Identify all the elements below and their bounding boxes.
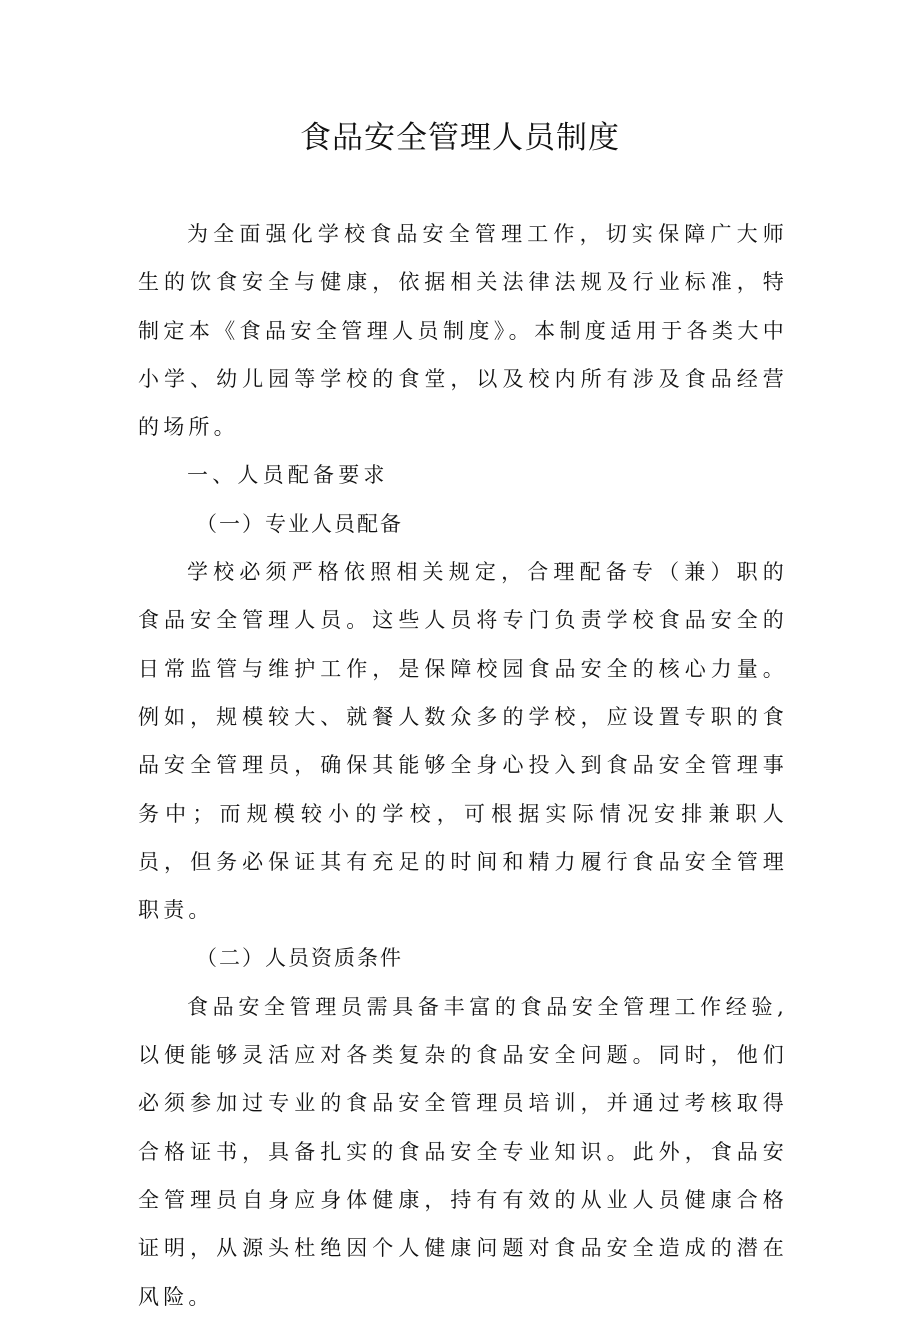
professional-staffing-paragraph: 学校必须严格依照相关规定，合理配备专（兼）职的食品安全管理人员。这些人员将专门负责学校食品安全的日常监管与维护工作，是保障校园食品安全的核心力量。例如，规模较大、就餐人数众多的学校，应设置专职的食品安全管理员，确保其能够全身心投入到食品安全管理事务中；而规模较小的学校，可根据实际情况安排兼职人员，但务必保证其有充足的时间和精力履行食品安全管理职责。 — [138, 560, 788, 923]
document-body — [138, 210, 788, 1321]
page-title: 食品安全管理人员制度 — [300, 120, 620, 156]
subsection-heading-qualifications: （二）人员资质条件 — [196, 946, 403, 971]
subsection-heading-professional-staffing: （一）专业人员配备 — [196, 511, 403, 536]
intro-paragraph: 为全面强化学校食品安全管理工作，切实保障广大师生的饮食安全与健康，依据相关法律法规及行业标准，特制定本《食品安全管理人员制度》。本制度适用于各类大中小学、幼儿园等学校的食堂，以及校内所有涉及食品经营的场所。 — [138, 222, 788, 440]
qualifications-paragraph: 食品安全管理员需具备丰富的食品安全管理工作经验,以便能够灵活应对各类复杂的食品安全问题。同时，他们必须参加过专业的食品安全管理员培训，并通过考核取得合格证书，具备扎实的食品安全专业知识。此外，食品安全管理员自身应身体健康，持有有效的从业人员健康合格证明，从源头杜绝因个人健康问题对食品安全造成的潜在风险。 — [138, 994, 788, 1309]
section-heading-staffing-requirements: 一、人员配备要求 — [187, 463, 389, 488]
